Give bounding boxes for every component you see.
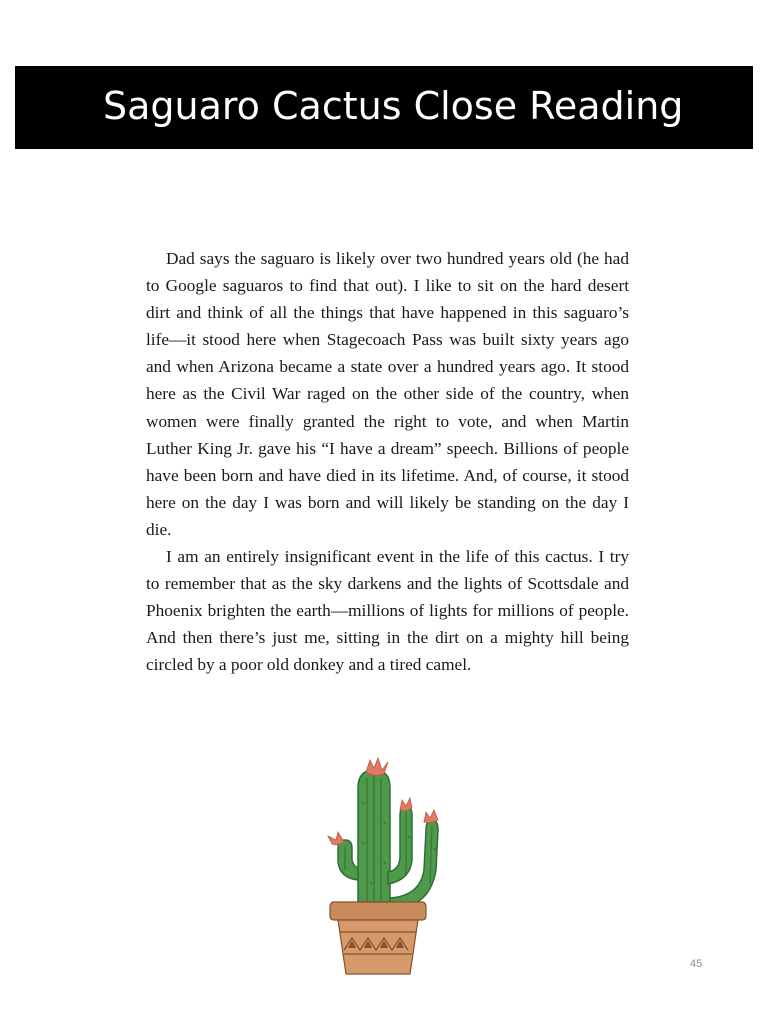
potted-cactus-icon — [318, 752, 444, 978]
reading-passage — [146, 245, 629, 679]
paragraph-1: Dad says the saguaro is likely over two hundred years old (he had to Google saguaros to find that out). I like to sit on the hard desert dirt and think of all the things that have happened in this saguaro’s life—it stood here when Stagecoach Pass was built sixty years ago and when Arizona became a state over a hundred years ago. It stood here as the Civil War raged on the other side of the country, when women were finally granted the right to vote, and when Martin Luther King Jr. gave his “I have a dream” speech. Billions of people have been born and have died in its lifetime. And, of course, it stood here on the day I was born and will likely be standing on the day I die. — [146, 249, 629, 539]
page-number: 45 — [690, 958, 703, 970]
title-banner — [15, 66, 753, 149]
page-title: Saguaro Cactus Close Reading — [103, 83, 684, 128]
paragraph-2: I am an entirely insignificant event in the life of this cactus. I try to remember that as the sky darkens and the lights of Scottsdale and Phoenix brighten the earth—millions of lights for millions of people. And then there’s just me, sitting in the dirt on a mighty hill being circled by a poor old donkey and a tired camel. — [146, 547, 629, 675]
